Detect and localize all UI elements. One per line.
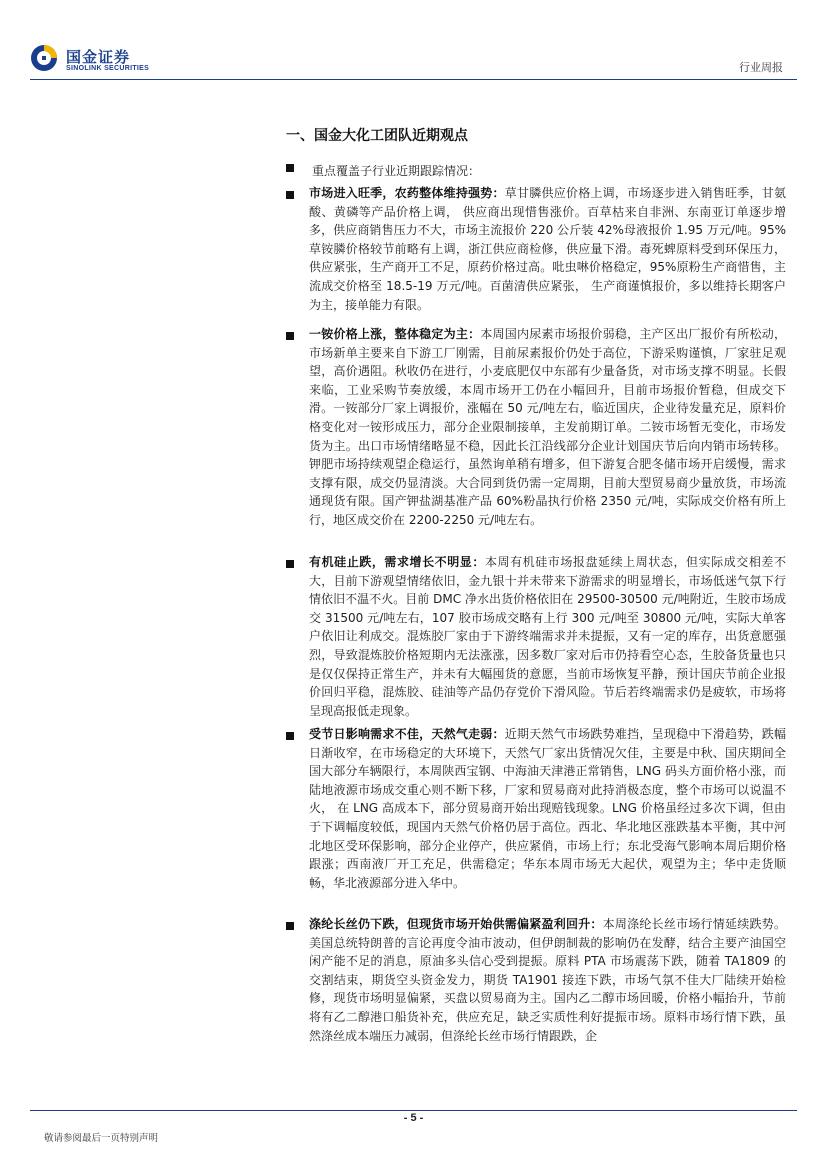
- list-item-silicone: [286, 553, 786, 720]
- footer-divider: [30, 1110, 797, 1111]
- page-number: - 5 -: [403, 1112, 424, 1124]
- page-header: [0, 0, 827, 80]
- item-lead: 有机硅止跌，需求增长不明显：: [309, 555, 485, 569]
- item-lead: 一铵价格上涨，整体稳定为主：: [309, 327, 481, 341]
- item-lead: 受节日影响需求不佳，天然气走弱：: [309, 727, 505, 741]
- bullet-square-icon: [286, 191, 294, 199]
- bullet-square-icon: [286, 732, 294, 740]
- item-text: 草甘膦供应价格上调，市场逐步进入销售旺季，甘氨酸、黄磷等产品价格上调， 供应商出现惜售涨价。百草枯来自非洲、东南亚订单逐步增多，供应商销售压力不大，市场主流报价 220 公斤装 42%母液报价 1.95 万元/吨。95%草铵膦价格较节前略有上调，浙江供应商检修，供应量下滑。毒死蜱原料受到环保压力，供应紧张，生产商开工不足，原药价格过高。吡虫啉价格稳定，95%原粉生产商惜售，主流成交价格至 18.5-19 万元/吨。百菌清供应紧张， 生产商谨慎报价，多以维持长期客户为主，接单能力有限。: [309, 186, 786, 312]
- item-text: 本周涤纶长丝市场行情延续跌势。美国总统特朗普的言论再度令油市波动，但伊朗制裁的影响仍在发酵，结合主要产油国空闲产能不足的消息，原油多头信心受到提振。原料 PTA 市场震荡下跌，随着 TA1809 的交割结束，期货空头资金发力，期货 TA1901 接连下跌，市场气氛不佳大厂陆续开始检修，现货市场明显偏紧，买盘以贸易商为主。国内乙二醇市场回暖，价格小幅抬升，节前将有乙二醇港口船货补充，供应充足，缺乏实质性利好提振市场。原料市场行情下跌，虽然涤丝成本端压力减弱，但涤纶长丝市场行情跟跌，企: [309, 917, 786, 1043]
- intro-text: 重点覆盖子行业近期跟踪情况：: [312, 164, 481, 178]
- company-logo: [30, 44, 180, 76]
- paragraph: [309, 325, 786, 530]
- report-type-label: 行业周报: [739, 61, 783, 74]
- list-item-fertilizer: [286, 325, 786, 530]
- list-item-polyester: [286, 915, 786, 1045]
- bullet-square-icon: [286, 922, 294, 930]
- item-lead: 涤纶长丝仍下跌，但现货市场开始供需偏紧盈利回升：: [309, 917, 603, 931]
- paragraph: [309, 915, 786, 1045]
- bullet-square-icon: [286, 560, 294, 568]
- disclaimer-note: 敬请参阅最后一页特别声明: [44, 1133, 159, 1144]
- logo-company-cn: 国金证券: [66, 48, 131, 66]
- header-divider: [30, 79, 797, 80]
- list-item-pesticide: [286, 184, 786, 314]
- paragraph: [309, 553, 786, 720]
- item-text: 近期天然气市场跌势难挡，呈现稳中下滑趋势，跌幅日渐收窄，在市场稳定的大环境下，天然气厂家出货情况欠佳，主要是中秋、国庆期间全国大部分车辆限行，本周陕西宝钢、中海油天津港正常销售，LNG 码头方面价格小涨，而陆地液源市场成交重心则不断下移，厂家和贸易商对此持消极态度，整个市场可以说温不火， 在 LNG 高成本下，部分贸易商开始出现赔钱现象。LNG 价格虽经过多次下调，但由于下调幅度较低，现国内天然气价格仍居于高位。西北、华北地区涨跌基本平衡，其中河北地区受环保影响，部分企业停产，供应紧俏，市场上行；东北受海气影响本周后期价格跟涨；西南液厂开工充足，供需稳定；华东本周市场无大起伏，观望为主；华中走货顺畅，华北液源部分进入华中。: [309, 727, 786, 890]
- item-lead: 市场进入旺季，农药整体维持强势：: [309, 186, 505, 200]
- item-text: 本周有机硅市场报盘延续上周状态，但实际成交相差不大，目前下游观望情绪依旧，金九银十并未带来下游需求的明显增长，市场低迷气氛下行情依旧不温不火。目前 DMC 净水出货价格依旧在 29500-30500 元/吨附近，生胶市场成交 31500 元/吨左右，107 胶市场成交略有上行 300 元/吨至 30800 元/吨，实际大单客户依旧让利成交。混炼胶厂家由于下游终端需求并未提振，又有一定的库存，出货意愿强烈，导致混炼胶价格短期内无法涨涨，因多数厂家对后市仍持看空心态，生胶备货量也只是仅仅保持正常生产，并未有大幅囤货的意愿，当前市场恢复平静，预计国庆节前企业报价回归平稳，混炼胶、硅油等产品仍存党价下滑风险。节后若终端需求仍是疲软，市场将呈现高报低走现象。: [309, 555, 786, 718]
- paragraph: [309, 184, 786, 314]
- item-text: 本周国内尿素市场报价弱稳，主产区出厂报价有所松动，市场新单主要来自下游工厂刚需，目前尿素报价仍处于高位，下游采购谨慎，厂家驻足观望，高价遇阻。秋收仍在进行，小麦底肥仅中东部有少量备货，对市场支撑不明显。长假来临，工业采购节奏放缓，本周市场开工仍在小幅回升，目前市场报价暂稳，但成交下滑。一铵部分厂家上调报价，涨幅在 50 元/吨左右，临近国庆，企业待发量充足，原料价格变化对一铵形成压力，部分企业限制接单，主发前期订单。二铵市场暂无变化，市场发货为主。出口市场情绪略显不稳，因此长江沿线部分企业计划国庆节后向内销市场转移。 钾肥市场持续观望企稳运行，虽然询单稍有增多，但下游复合肥冬储市场开启缓慢，需求支撑有限，成交仍显清淡。大合同到货仍需一定周期，目前大型贸易商少量放货，市场流通现货有限。国产钾盐湖基准产品 60%粉晶执行价格 2350 元/吨，实际成交价格有所上行，地区成交价在 2200-2250 元/吨左右。: [309, 327, 786, 527]
- bullet-square-icon: [286, 332, 294, 340]
- section-title: 一、国金大化工团队近期观点: [286, 128, 468, 144]
- logo-mark-icon: [30, 44, 58, 72]
- logo-company-en: SINOLINK SECURITIES: [66, 65, 150, 72]
- bullet-square-icon: [286, 164, 294, 172]
- list-item-natural-gas: [286, 725, 786, 892]
- paragraph: [309, 725, 786, 892]
